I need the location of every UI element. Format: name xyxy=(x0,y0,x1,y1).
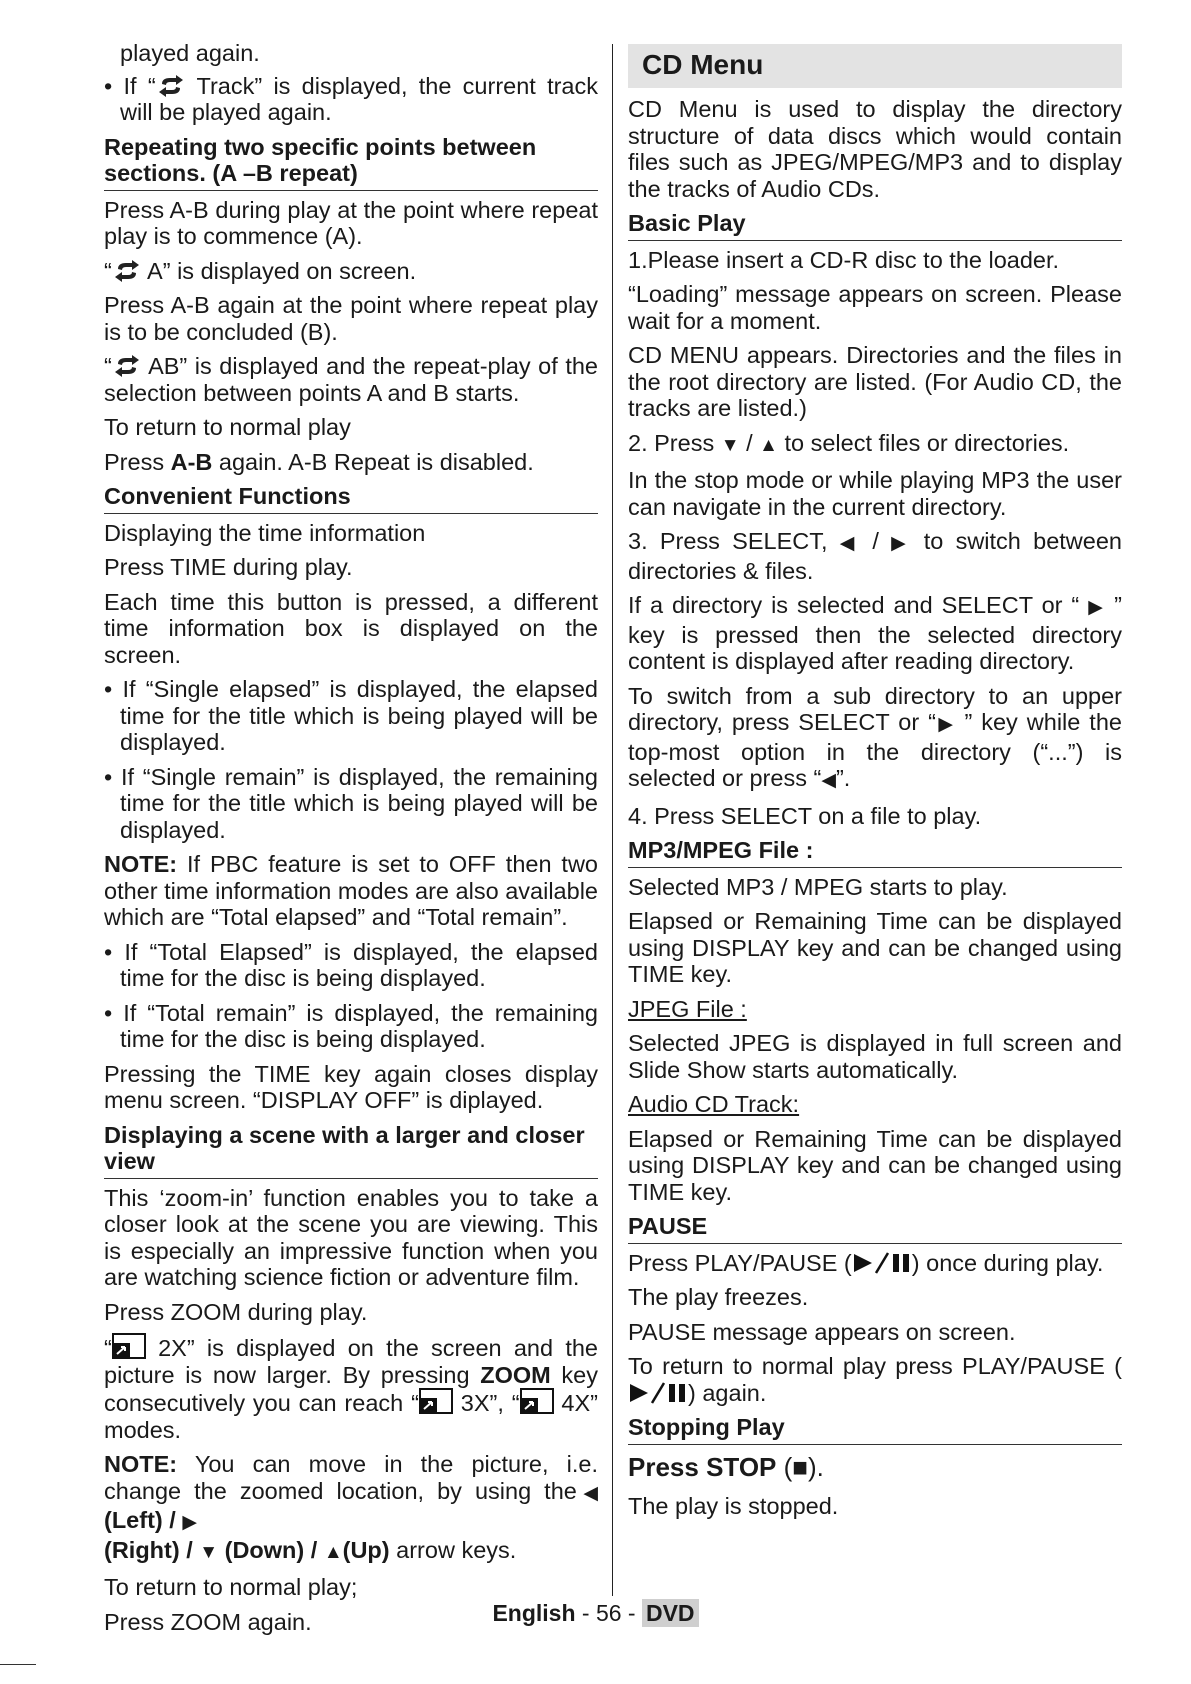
text-line: Press ZOOM again. xyxy=(104,1608,312,1635)
left-arrow-icon: ◀ xyxy=(576,1482,598,1504)
text-span: ” key while the top-most option in the directory (“...”) is selected or press “ xyxy=(628,709,1122,791)
text-span: AB” is displayed and the repeat-play of the selection between points A and B starts. xyxy=(104,353,598,406)
bullet: • xyxy=(104,676,113,702)
text-line xyxy=(628,430,1122,460)
left-column xyxy=(104,40,598,1643)
bullet-item xyxy=(104,1000,598,1053)
text-line xyxy=(628,528,1122,584)
up-arrow-icon: ▲ xyxy=(759,434,778,456)
text-line: Elapsed or Remaining Time can be displayed using DISPLAY key and can be changed using TIME key. xyxy=(628,1125,1122,1205)
text-span: If “Total remain” is displayed, the remaining time for the disc is being displayed. xyxy=(120,999,598,1052)
text-line: Press TIME during play. xyxy=(104,554,353,580)
text-line: The play is stopped. xyxy=(628,1492,839,1519)
page-footer xyxy=(0,1600,1191,1627)
bullet: • xyxy=(104,72,113,99)
corner-mark xyxy=(0,1664,36,1665)
bullet-item xyxy=(104,939,598,992)
bullet-item xyxy=(104,73,598,126)
text-line xyxy=(628,683,1122,795)
text-span: again. A-B Repeat is disabled. xyxy=(212,448,534,475)
text-line: CD MENU appears. Directories and the files in the root directory are listed. (For Audio CD, the tracks are listed.) xyxy=(628,342,1122,421)
left-arrow-icon: ◀ xyxy=(821,770,836,791)
text-line: Elapsed or Remaining Time can be displayed using DISPLAY key and can be changed using TIME key. xyxy=(628,908,1122,987)
down-arrow-icon: ▼ xyxy=(199,1541,219,1563)
page-number: - 56 - xyxy=(575,1600,642,1626)
text-line: Each time this button is pressed, a different time information box is displayed on the screen. xyxy=(104,588,598,668)
page-title: CD Menu xyxy=(628,44,1122,88)
text-span: ). xyxy=(808,1451,824,1482)
repeat-icon xyxy=(112,260,142,282)
text-line: CD Menu is used to display the directory structure of data discs which would contain files such as JPEG/MPEG/MP3 and to display the tracks of Audio CDs. xyxy=(628,96,1122,202)
right-arrow-icon: ▶ xyxy=(935,714,956,735)
stop-icon: ■ xyxy=(792,1451,808,1482)
text-line: Press A-B again at the point where repeat play is to be concluded (B). xyxy=(104,292,598,345)
right-arrow-icon: ▶ xyxy=(891,533,912,554)
text-line xyxy=(628,1250,1122,1277)
text-line xyxy=(104,353,598,406)
right-column xyxy=(628,40,1122,1527)
section-badge: DVD xyxy=(642,1599,699,1627)
text-span: to switch between directories & files. xyxy=(628,528,1122,584)
text-span: If “Single elapsed” is displayed, the elapsed time for the title which is being played will be displayed. xyxy=(120,676,598,755)
section-heading: Displaying a scene with a larger and closer view xyxy=(104,1122,598,1179)
column-divider xyxy=(612,44,613,1596)
text-span: If “ xyxy=(123,72,156,99)
bold-span: ZOOM xyxy=(480,1361,551,1388)
text-span: arrow keys. xyxy=(389,1536,517,1563)
text-span: key consecutively you can reach “ xyxy=(104,1361,598,1416)
text-line: The play freezes. xyxy=(628,1284,809,1310)
text-span: ” key is pressed then the selected directory content is displayed after reading directory. xyxy=(628,592,1122,674)
text-line: To return to normal play xyxy=(104,414,351,440)
text-span: ”. xyxy=(835,765,851,791)
left-arrow-icon: ◀ xyxy=(839,533,861,554)
bold-span: (Left) / xyxy=(104,1507,183,1533)
text-span: “ xyxy=(104,257,112,284)
bold-span: Press STOP xyxy=(628,1451,777,1482)
text-span: “ xyxy=(104,353,112,379)
text-line: This ‘zoom-in’ function enables you to take a closer look at the scene you are viewing. This is especially an impressive function when you are watching science fiction or adventure film. xyxy=(104,1184,598,1290)
text-line: “Loading” message appears on screen. Please wait for a moment. xyxy=(628,281,1122,334)
text-span: Track” is displayed, the current track will be played again. xyxy=(120,72,599,125)
sub-heading: Audio CD Track: xyxy=(628,1091,800,1117)
bold-span: (Down) / xyxy=(218,1536,324,1563)
bullet: • xyxy=(104,763,113,790)
text-span: ) once during play. xyxy=(911,1249,1104,1276)
section-heading: MP3/MPEG File : xyxy=(628,837,1122,868)
text-span: You can move in the picture, i.e. change the zoomed location, by using the xyxy=(104,1451,598,1504)
text-span: If a directory is selected and SELECT or “ xyxy=(628,592,1089,618)
repeat-icon xyxy=(112,355,142,377)
text-span: To switch from a sub directory to an upper directory, press SELECT or “ xyxy=(628,682,1122,735)
zoom-icon xyxy=(520,1388,554,1414)
text-span: 3X”, “ xyxy=(452,1390,520,1416)
right-arrow-icon: ▶ xyxy=(182,1512,197,1533)
bold-span: (Right) / xyxy=(104,1536,200,1563)
text-span: 2X” is displayed on the screen and the picture is now larger. By pressing xyxy=(104,1335,598,1388)
up-arrow-icon: ▲ xyxy=(323,1541,343,1563)
bold-span: A-B xyxy=(170,448,213,475)
bold-span: (Up) xyxy=(342,1536,390,1563)
text-span: Press PLAY/PAUSE ( xyxy=(628,1249,852,1276)
bullet-item xyxy=(104,676,598,756)
note-label: NOTE: xyxy=(104,851,178,877)
section-heading: Basic Play xyxy=(628,210,1122,241)
text-span: A” is displayed on screen. xyxy=(141,257,417,284)
text-line: Selected JPEG is displayed in full screen and Slide Show starts automatically. xyxy=(628,1030,1122,1083)
text-line: PAUSE message appears on screen. xyxy=(628,1318,1016,1345)
play-pause-icon xyxy=(852,1252,912,1274)
bullet: • xyxy=(104,938,113,965)
section-heading: Convenient Functions xyxy=(104,483,598,514)
text-span: / xyxy=(739,429,760,456)
text-line xyxy=(628,1353,1122,1406)
play-pause-icon xyxy=(628,1382,688,1404)
text-line xyxy=(628,592,1122,675)
section-heading: Repeating two specific points between sections. (A –B repeat) xyxy=(104,134,598,191)
text-line xyxy=(628,1451,1122,1483)
text-line: Pressing the TIME key again closes display menu screen. “DISPLAY OFF” is diplayed. xyxy=(104,1060,598,1113)
note xyxy=(104,1451,598,1566)
sub-heading: JPEG File : xyxy=(628,995,747,1022)
section-heading: Stopping Play xyxy=(628,1414,1122,1445)
right-arrow-icon: ▶ xyxy=(1088,597,1106,618)
text-span: Press xyxy=(104,448,171,475)
text-span: 3. Press SELECT, xyxy=(628,528,840,554)
repeat-icon xyxy=(156,75,186,97)
text-line: 4. Press SELECT on a file to play. xyxy=(628,802,982,829)
section-heading: PAUSE xyxy=(628,1213,1122,1244)
text-line: 1.Please insert a CD-R disc to the loader. xyxy=(628,246,1060,273)
zoom-icon xyxy=(112,1333,146,1359)
footer-language: English xyxy=(492,1600,576,1626)
note-label: NOTE: xyxy=(104,1451,178,1477)
note xyxy=(104,851,598,931)
bullet-item xyxy=(104,764,598,844)
text-span: ( xyxy=(776,1451,793,1482)
text-line: Press A-B during play at the point where repeat play is to commence (A). xyxy=(104,196,598,249)
text-span: / xyxy=(860,528,892,554)
text-line: Selected MP3 / MPEG starts to play. xyxy=(628,873,1008,900)
text-line: Press ZOOM during play. xyxy=(104,1298,368,1325)
down-arrow-icon: ▼ xyxy=(720,434,740,456)
text-span: If PBC feature is set to OFF then two other time information modes are also available which are “Total elapsed” and “Total remain”. xyxy=(104,851,598,930)
bullet: • xyxy=(104,999,113,1026)
text-span: To return to normal play press PLAY/PAUSE ( xyxy=(628,1353,1122,1379)
text-line xyxy=(104,449,598,476)
text-span: 4X” modes. xyxy=(104,1390,598,1443)
text-line: Displaying the time information xyxy=(104,519,426,546)
text-span: ) again. xyxy=(688,1379,767,1406)
text-line xyxy=(104,1333,598,1443)
zoom-icon xyxy=(419,1388,453,1414)
text-span: If “Single remain” is displayed, the remaining time for the title which is being played will be displayed. xyxy=(120,763,598,843)
text-line xyxy=(104,258,598,285)
text-span: 2. Press xyxy=(628,429,721,456)
text-span: If “Total Elapsed” is displayed, the elapsed time for the disc is being displayed. xyxy=(120,938,598,991)
text-line: In the stop mode or while playing MP3 the user can navigate in the current directory. xyxy=(628,467,1122,520)
text-span: to select files or directories. xyxy=(777,429,1070,456)
text-line: played again. xyxy=(120,40,260,66)
text-line: To return to normal play; xyxy=(104,1574,358,1600)
text-span: “ xyxy=(104,1335,112,1361)
